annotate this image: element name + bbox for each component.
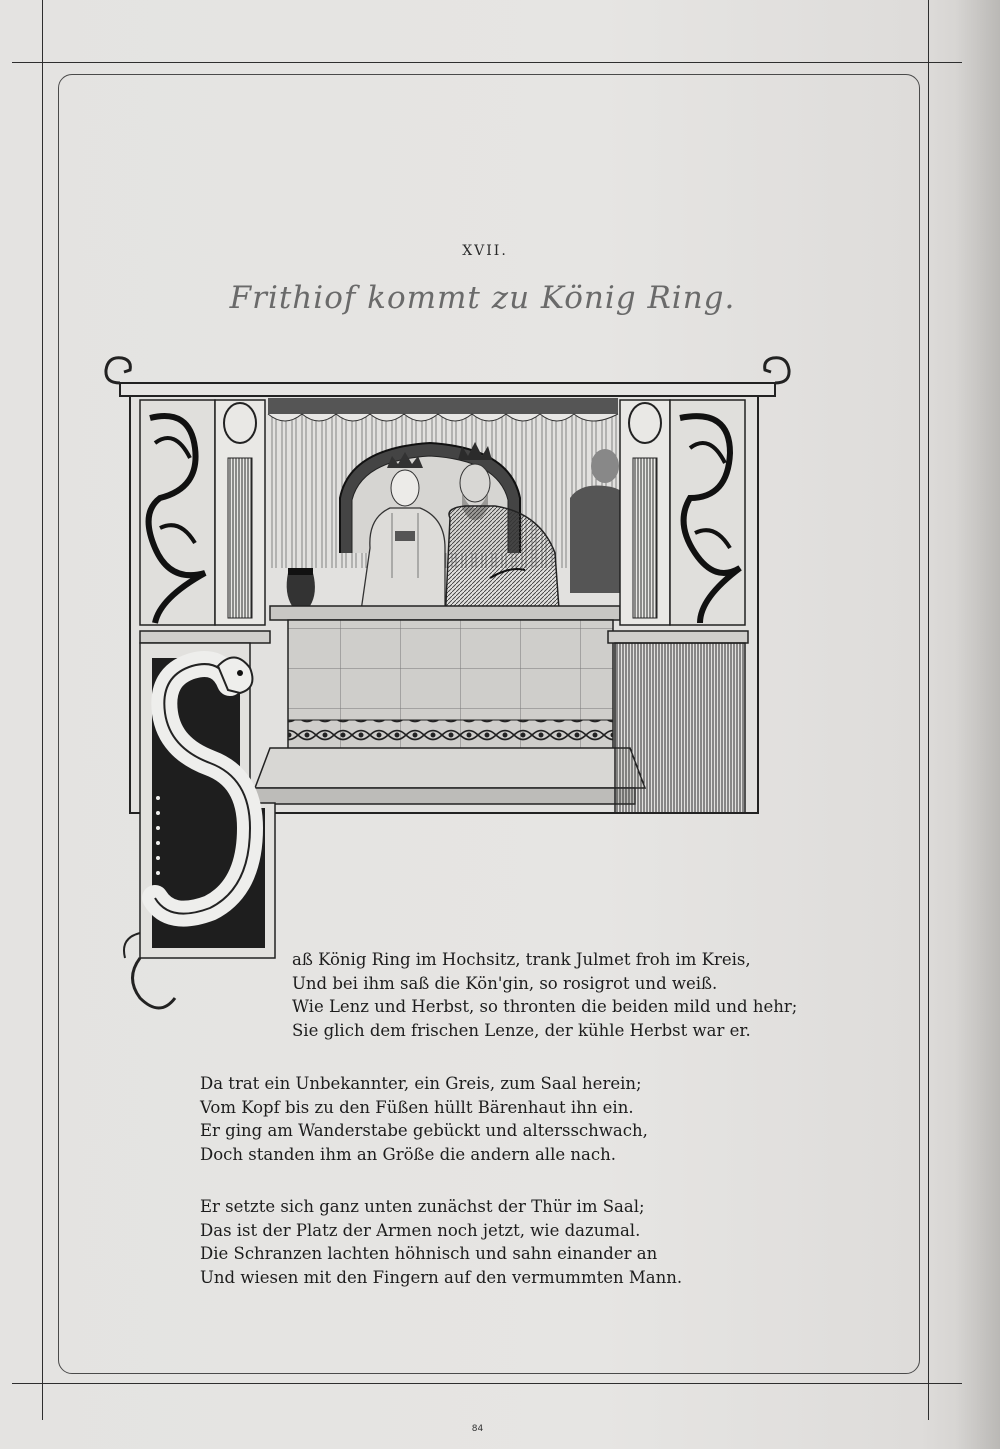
verse-line: Vom Kopf bis zu den Füßen hüllt Bärenhaut ihn ein.: [200, 1097, 634, 1117]
verse-line: Wie Lenz und Herbst, so thronten die beiden mild und hehr;: [292, 997, 798, 1016]
stanza-1: [292, 948, 797, 1042]
verse-line: Er ging am Wanderstabe gebückt und altersschwach,: [200, 1121, 648, 1140]
verse-line: aß König Ring im Hochsitz, trank Julmet froh im Kreis,: [292, 950, 751, 969]
chapter-title: Frithiof kommt zu König Ring.: [229, 280, 736, 316]
stanza-2: [200, 1072, 648, 1166]
verse-line: Da trat ein Unbekannter, ein Greis, zum Saal herein;: [200, 1074, 642, 1093]
verse-line: Das ist der Platz der Armen noch jetzt, wie dazumal.: [200, 1220, 641, 1240]
page-number: 84: [471, 1424, 484, 1434]
verse-line: Die Schranzen lachten höhnisch und sahn einander an: [200, 1244, 658, 1263]
verse-line: Doch standen ihm an Größe die andern alle nach.: [200, 1144, 616, 1164]
verse-line: Er setzte sich ganz unten zunächst der Thür im Saal;: [200, 1197, 645, 1216]
chapter-number: XVII.: [462, 243, 508, 259]
verse-line: Und wiesen mit den Fingern auf den vermummten Mann.: [200, 1267, 683, 1287]
verse-line: Und bei ihm saß die Kön'gin, so rosigrot und weiß.: [292, 973, 718, 993]
stanza-3: [200, 1195, 682, 1289]
verse-line: Sie glich dem frischen Lenze, der kühle Herbst war er.: [292, 1020, 751, 1040]
page-edge-shadow: [955, 0, 1000, 1449]
